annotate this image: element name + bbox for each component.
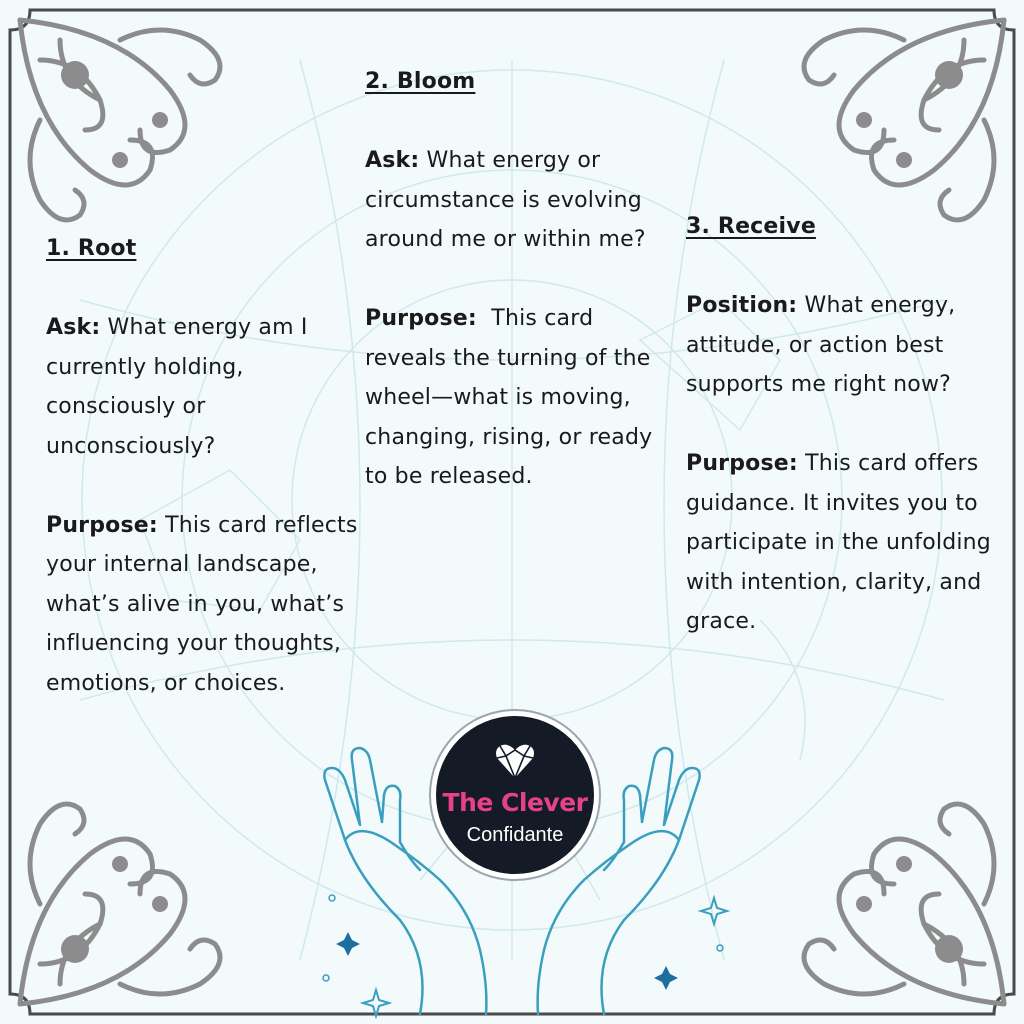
purpose-text: This card reveals the turning of the wheel—what is moving, changing, rising, or ready to be released. <box>365 306 660 489</box>
ask-label: Ask: <box>46 315 101 340</box>
ask-text: What energy am I currently holding, consciously or unconsciously? <box>46 315 308 459</box>
section-heading: 3. Receive <box>686 214 816 239</box>
purpose-text: This card reflects your internal landscape, what’s alive in you, what’s influencing your thoughts, emotions, or choices. <box>46 512 358 696</box>
purpose-label: Purpose: <box>365 306 477 331</box>
purpose-paragraph <box>365 299 675 497</box>
section-heading: 1. Root <box>46 236 137 261</box>
position-label: Position: <box>686 293 798 318</box>
purpose-label: Purpose: <box>46 512 158 538</box>
ask-paragraph <box>46 308 366 466</box>
brand-logo <box>436 716 594 874</box>
sparkle-star-icon <box>323 895 727 1016</box>
section-receive <box>686 207 1008 642</box>
ask-text: What energy or circumstance is evolving around me or within me? <box>365 148 646 252</box>
heart-gem-icon <box>494 742 536 780</box>
purpose-label: Purpose: <box>686 451 798 476</box>
section-root <box>46 229 366 703</box>
section-heading: 2. Bloom <box>365 69 476 94</box>
ask-paragraph <box>365 141 675 260</box>
ask-label: Ask: <box>365 148 420 173</box>
position-paragraph <box>686 286 1008 405</box>
purpose-paragraph <box>46 506 366 704</box>
position-text: What energy, attitude, or action best supports me right now? <box>686 293 956 397</box>
purpose-paragraph <box>686 444 1008 642</box>
logo-text-line2: Confidante <box>466 824 564 846</box>
section-bloom <box>365 62 675 497</box>
logo-text-line1: The Clever <box>442 788 588 817</box>
purpose-text: This card offers guidance. It invites you to participate in the unfolding with intention, clarity, and grace. <box>686 451 991 634</box>
